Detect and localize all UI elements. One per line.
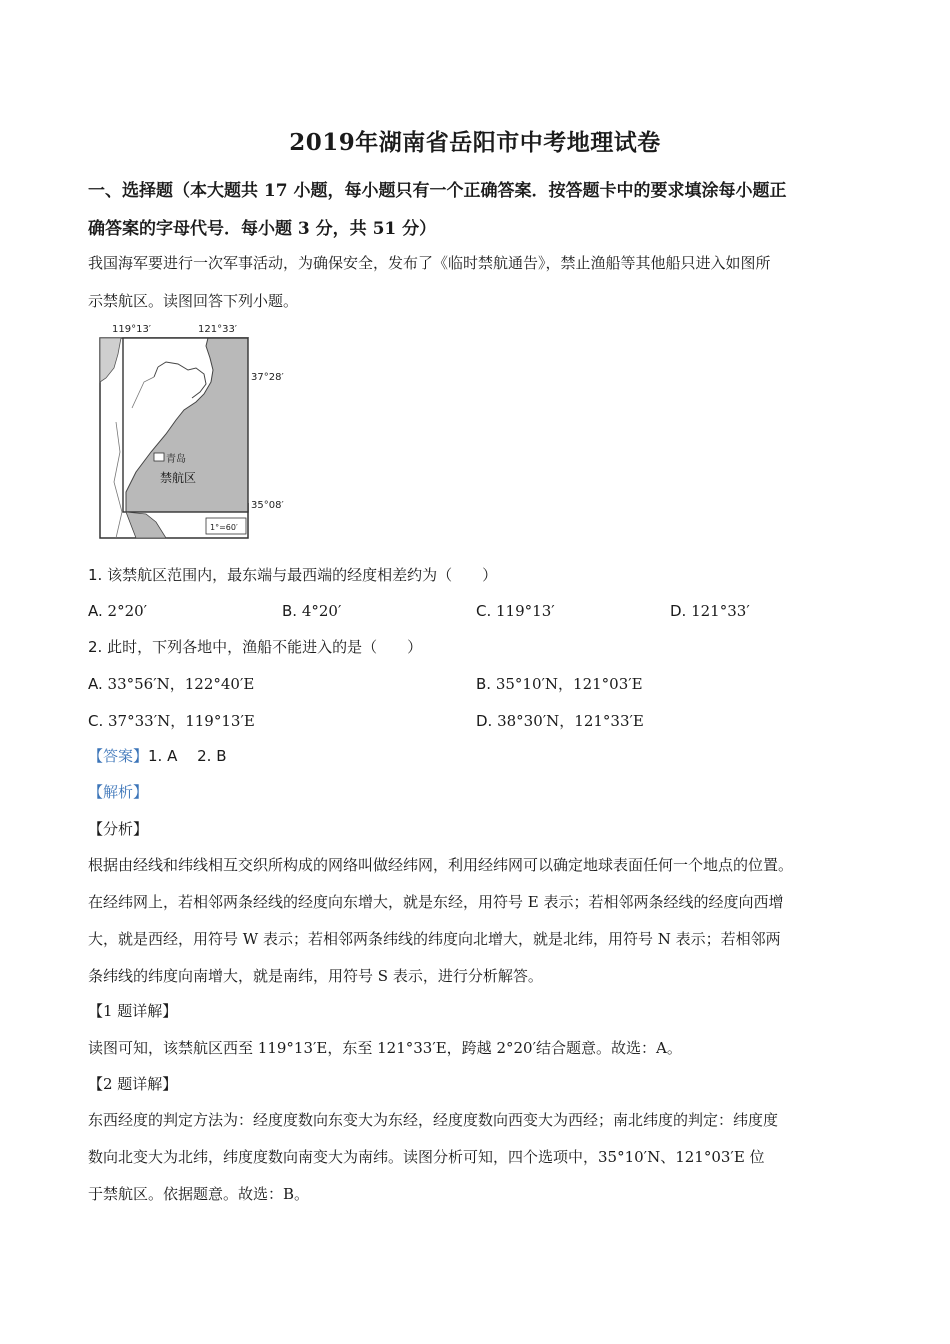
fenxi-line1: 根据由经线和纬线相互交织所构成的网络叫做经纬网，利用经纬网可以确定地球表面任何一个地点的位置。 <box>88 856 794 874</box>
no-navigation-zone-map <box>96 322 356 544</box>
map-scale-label: 1°=60′ <box>210 523 238 532</box>
option-text: 121°33′ <box>686 602 750 620</box>
fenxi-line2: 在经纬网上，若相邻两条经线的经度向东增大，就是东经，用符号 E 表示；若相邻两条经线的经度向西增 <box>88 893 784 911</box>
option-text: 4°20′ <box>297 602 342 620</box>
question-2-stem: 此时，下列各地中，渔船不能进入的是（ ） <box>102 638 423 656</box>
detail2-line3: 于禁航区。依据题意。故选：B。 <box>88 1185 310 1203</box>
option-letter: D. <box>476 712 493 730</box>
question-1-stem: 该禁航区范围内，最东端与最西端的经度相差约为（ ） <box>102 566 498 584</box>
question-1 <box>88 564 497 586</box>
answer-line <box>88 745 227 767</box>
detail2-label: 【2 题详解】 <box>88 1075 178 1093</box>
section-heading-line1: 一、选择题（本大题共 17 小题，每小题只有一个正确答案．按答题卡中的要求填涂每小题正 <box>88 181 787 201</box>
q2-option-c[interactable] <box>88 710 255 732</box>
q1-option-d[interactable] <box>670 600 750 622</box>
option-text: 38°30′N，121°33′E <box>492 712 644 730</box>
section-heading-line2: 确答案的字母代号．每小题 3 分，共 51 分） <box>88 219 437 239</box>
question-1-number: 1. <box>88 566 103 584</box>
option-letter: C. <box>88 712 104 730</box>
detail1-label: 【1 题详解】 <box>88 1002 178 1020</box>
option-letter: B. <box>282 602 298 620</box>
map-zone-label: 禁航区 <box>160 471 197 485</box>
detail2-line2: 数向北变大为北纬，纬度度数向南变大为南纬。读图分析可知，四个选项中，35°10′N、121°03′E 位 <box>88 1148 765 1166</box>
question-2 <box>88 636 422 658</box>
detail2-line1: 东西经度的判定方法为：经度度数向东变大为东经，经度度数向西变大为西经；南北纬度的判定：纬度度 <box>88 1111 779 1129</box>
option-letter: A. <box>88 675 103 693</box>
option-letter: B. <box>476 675 492 693</box>
q1-option-b[interactable] <box>282 600 341 622</box>
q2-option-b[interactable] <box>476 673 643 695</box>
option-text: 37°33′N，119°13′E <box>103 712 255 730</box>
fenxi-line4: 条纬线的纬度向南增大，就是南纬，用符号 S 表示，进行分析解答。 <box>88 967 543 985</box>
option-letter: A. <box>88 602 103 620</box>
option-text: 35°10′N，121°03′E <box>491 675 643 693</box>
city-marker-icon <box>154 453 164 461</box>
fenxi-label: 【分析】 <box>88 820 149 838</box>
map-lon-left-label: 119°13′ <box>112 324 152 335</box>
answer-text: 1. A 2. B <box>148 747 227 765</box>
q2-option-a[interactable] <box>88 673 254 695</box>
option-text: 2°20′ <box>102 602 148 620</box>
q1-option-c[interactable] <box>476 600 555 622</box>
option-text: 119°13′ <box>491 602 555 620</box>
q1-option-a[interactable] <box>88 600 147 622</box>
intro-line2: 示禁航区。读图回答下列小题。 <box>88 292 299 310</box>
option-letter: C. <box>476 602 492 620</box>
intro-line1: 我国海军要进行一次军事活动，为确保安全，发布了《临时禁航通告》，禁止渔船等其他船只进入如图所 <box>88 254 771 272</box>
map-lon-right-label: 121°33′ <box>198 324 238 335</box>
map-lat-bottom-label: 35°08′ <box>251 500 284 511</box>
question-2-number: 2. <box>88 638 103 656</box>
map-city-label: 青岛 <box>166 454 186 465</box>
analysis-label: 【解析】 <box>88 783 149 801</box>
option-text: 33°56′N，122°40′E <box>102 675 255 693</box>
option-letter: D. <box>670 602 687 620</box>
page-title: 2019年湖南省岳阳市中考地理试卷 <box>289 129 661 156</box>
detail1-text: 读图可知，该禁航区西至 119°13′E，东至 121°33′E，跨越 2°20′结合题意。故选：A。 <box>88 1039 682 1057</box>
fenxi-line3: 大，就是西经，用符号 W 表示；若相邻两条纬线的纬度向北增大，就是北纬，用符号 N 表示；若相邻两 <box>88 930 781 948</box>
q2-option-d[interactable] <box>476 710 644 732</box>
answer-label: 【答案】 <box>88 747 149 765</box>
map-lat-top-label: 37°28′ <box>251 372 284 383</box>
